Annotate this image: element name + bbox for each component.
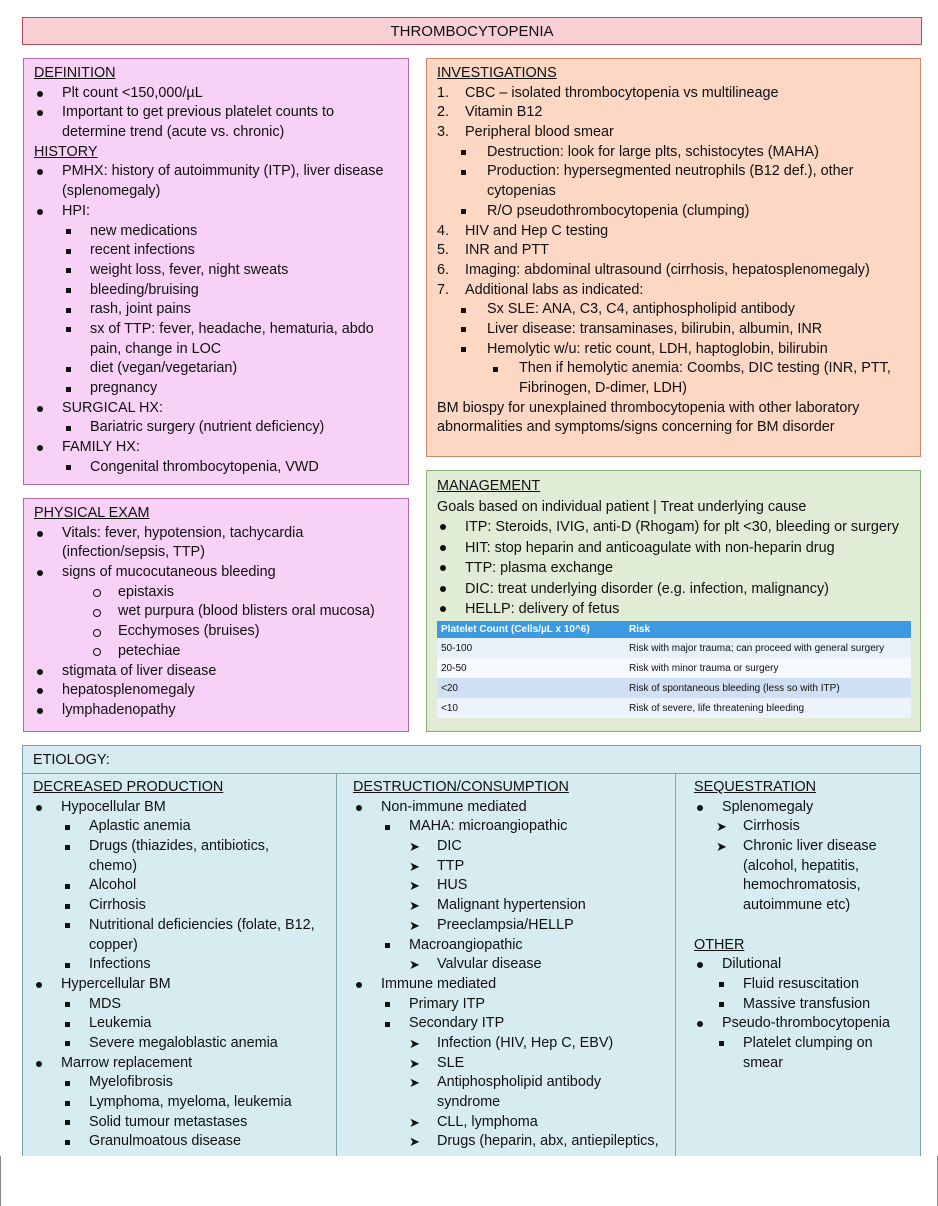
list-item: Aplastic anemia bbox=[33, 817, 333, 837]
list-item: epistaxis bbox=[34, 583, 400, 603]
list-item: ➤ TTP bbox=[409, 857, 465, 874]
list-item: ➤ DIC bbox=[409, 838, 462, 855]
investigations-panel bbox=[426, 58, 921, 457]
list-item: Secondary ITP bbox=[353, 1014, 671, 1034]
list-item: DIC: treat underlying disorder (e.g. infection, malignancy) bbox=[437, 579, 912, 600]
list-item: 4. HIV and Hep C testing bbox=[437, 222, 609, 239]
list-item: pregnancy bbox=[34, 379, 400, 399]
list-item: lymphadenopathy bbox=[34, 701, 400, 721]
bm-biopsy-note: BM biospy for unexplained thrombocytopenia with other laboratory bbox=[437, 399, 860, 416]
list-item: TTP: plasma exchange bbox=[437, 558, 912, 579]
list-item: Then if hemolytic anemia: Coombs, DIC testing (INR, PTT, bbox=[437, 359, 912, 379]
list-item: FAMILY HX: bbox=[34, 438, 400, 458]
list-item: Splenomegaly bbox=[694, 798, 916, 818]
list-item: HIT: stop heparin and anticoagulate with non-heparin drug bbox=[437, 538, 912, 559]
list-item: copper) bbox=[89, 936, 138, 953]
list-item: Liver disease: transaminases, bilirubin, albumin, INR bbox=[437, 320, 912, 340]
list-item: ➤ HUS bbox=[409, 877, 468, 894]
list-item: Pseudo-thrombocytopenia bbox=[694, 1014, 916, 1034]
list-item: hepatosplenomegaly bbox=[34, 681, 400, 701]
list-item: 5. INR and PTT bbox=[437, 242, 549, 259]
column-divider bbox=[675, 774, 676, 1158]
list-item: 3. Peripheral blood smear bbox=[437, 124, 614, 141]
list-item: weight loss, fever, night sweats bbox=[34, 261, 400, 281]
spacer bbox=[694, 916, 916, 936]
list-item: SURGICAL HX: bbox=[34, 399, 400, 419]
list-item: Sx SLE: ANA, C3, C4, antiphospholipid antibody bbox=[437, 300, 912, 320]
list-item: Massive transfusion bbox=[694, 995, 916, 1015]
table-header: Risk bbox=[625, 621, 911, 638]
list-item: Fibrinogen, D-dimer, LDH) bbox=[519, 380, 687, 396]
list-item: Primary ITP bbox=[353, 995, 671, 1015]
management-heading: MANAGEMENT bbox=[437, 478, 541, 494]
list-item: Cirrhosis bbox=[33, 896, 333, 916]
list-item: (alcohol, hepatitis, bbox=[743, 857, 859, 874]
list-item: MDS bbox=[33, 995, 333, 1015]
list-item: new medications bbox=[34, 222, 400, 242]
list-item: Severe megaloblastic anemia bbox=[33, 1034, 333, 1054]
list-item: Platelet clumping on bbox=[694, 1034, 916, 1054]
list-item: hemochromatosis, bbox=[743, 877, 861, 894]
list-item: Non-immune mediated bbox=[353, 798, 671, 818]
list-item: Dilutional bbox=[694, 955, 916, 975]
list-item: ➤ Drugs (heparin, abx, antiepileptics, bbox=[409, 1133, 659, 1150]
etiology-heading: ETIOLOGY: bbox=[33, 752, 110, 768]
list-item: HELLP: delivery of fetus bbox=[437, 599, 912, 620]
list-item: cytopenias bbox=[487, 183, 556, 200]
physical-exam-heading: PHYSICAL EXAM bbox=[34, 505, 150, 521]
list-item: Alcohol bbox=[33, 876, 333, 896]
etiology-header bbox=[23, 746, 920, 774]
list-item: petechiae bbox=[34, 642, 400, 662]
list-item: signs of mucocutaneous bleeding bbox=[34, 563, 400, 583]
management-panel bbox=[426, 470, 921, 732]
list-item: Drugs (thiazides, antibiotics, bbox=[33, 837, 333, 857]
list-item: ➤ Cirrhosis bbox=[716, 818, 800, 835]
bm-biopsy-note: abnormalities and symptoms/signs concerning for BM disorder bbox=[437, 419, 835, 436]
definition-heading: DEFINITION bbox=[34, 65, 116, 81]
list-item: (infection/sepsis, TTP) bbox=[62, 544, 205, 561]
list-item: Hypocellular BM bbox=[33, 798, 333, 818]
list-item: pain, change in LOC bbox=[90, 340, 222, 357]
list-item: (splenomegaly) bbox=[62, 183, 161, 200]
table-row: 20-50 Risk with minor trauma or surgery bbox=[437, 658, 911, 678]
list-item: Granulmoatous disease bbox=[33, 1132, 333, 1152]
investigations-heading: INVESTIGATIONS bbox=[437, 65, 557, 81]
list-item: 6. Imaging: abdominal ultrasound (cirrhosis, hepatosplenomegaly) bbox=[437, 261, 870, 278]
list-item: R/O pseudothrombocytopenia (clumping) bbox=[437, 202, 912, 222]
list-item: MAHA: microangiopathic bbox=[353, 817, 671, 837]
list-item: ➤ Infection (HIV, Hep C, EBV) bbox=[409, 1034, 614, 1051]
list-item: Congenital thrombocytopenia, VWD bbox=[34, 458, 400, 478]
list-item: 2. Vitamin B12 bbox=[437, 104, 543, 121]
list-item: smear bbox=[743, 1054, 783, 1071]
list-item: ➤ Preeclampsia/HELLP bbox=[409, 916, 574, 933]
list-item: Bariatric surgery (nutrient deficiency) bbox=[34, 418, 400, 438]
table-row: <20 Risk of spontaneous bleeding (less so with ITP) bbox=[437, 678, 911, 698]
management-intro: Goals based on individual patient | Treat underlying cause bbox=[437, 498, 807, 515]
list-item: syndrome bbox=[437, 1094, 501, 1110]
list-item: Destruction: look for large plts, schistocytes (MAHA) bbox=[437, 143, 912, 163]
list-item: Lymphoma, myeloma, leukemia bbox=[33, 1093, 333, 1113]
destruction-column bbox=[353, 774, 671, 1154]
platelet-risk-table bbox=[437, 621, 911, 718]
sequestration-column bbox=[694, 774, 916, 1154]
table-header: Platelet Count (Cells/µL x 10^6) bbox=[437, 621, 625, 638]
list-item: Macroangiopathic bbox=[353, 936, 671, 956]
list-item: Myelofibrosis bbox=[33, 1073, 333, 1093]
list-item: HPI: bbox=[34, 202, 400, 222]
list-item: Vitals: fever, hypotension, tachycardia bbox=[34, 524, 400, 544]
page-edge bbox=[0, 1156, 1, 1206]
list-item: sx of TTP: fever, headache, hematuria, abdo bbox=[34, 320, 400, 340]
list-item: Plt count <150,000/µL bbox=[34, 84, 400, 104]
list-item: ➤ Antiphospholipid antibody bbox=[409, 1074, 602, 1091]
history-heading: HISTORY bbox=[34, 143, 98, 160]
list-item: 1. CBC – isolated thrombocytopenia vs multilineage bbox=[437, 84, 779, 101]
list-item: recent infections bbox=[34, 241, 400, 261]
list-item: bleeding/bruising bbox=[34, 281, 400, 301]
list-item: ➤ Malignant hypertension bbox=[409, 897, 586, 914]
list-item: Ecchymoses (bruises) bbox=[34, 622, 400, 642]
table-row: <10 Risk of severe, life threatening bleeding bbox=[437, 698, 911, 718]
decreased-production-heading: DECREASED PRODUCTION bbox=[33, 779, 224, 795]
column-divider bbox=[336, 774, 337, 1158]
page-bottom-margin bbox=[0, 1156, 938, 1206]
list-item: Production: hypersegmented neutrophils (B12 def.), other bbox=[437, 162, 912, 182]
decreased-production-column bbox=[33, 774, 333, 1154]
list-item: Infections bbox=[33, 955, 333, 975]
list-item: Leukemia bbox=[33, 1014, 333, 1034]
list-item: determine trend (acute vs. chronic) bbox=[62, 124, 285, 141]
list-item: ➤ SLE bbox=[409, 1054, 465, 1071]
list-item: rash, joint pains bbox=[34, 300, 400, 320]
list-item: Immune mediated bbox=[353, 975, 671, 995]
list-item: chemo) bbox=[89, 857, 137, 874]
list-item: Fluid resuscitation bbox=[694, 975, 916, 995]
list-item: stigmata of liver disease bbox=[34, 662, 400, 682]
list-item: Important to get previous platelet counts to bbox=[34, 103, 400, 123]
list-item: 7. Additional labs as indicated: bbox=[437, 281, 644, 298]
list-item: ➤ Valvular disease bbox=[409, 956, 542, 973]
list-item: diet (vegan/vegetarian) bbox=[34, 359, 400, 379]
list-item: ITP: Steroids, IVIG, anti-D (Rhogam) for plt <30, bleeding or surgery bbox=[437, 517, 912, 538]
page-title: THROMBOCYTOPENIA bbox=[22, 17, 922, 45]
definition-history-panel bbox=[23, 58, 409, 485]
list-item: Marrow replacement bbox=[33, 1054, 333, 1074]
etiology-panel bbox=[22, 745, 921, 1205]
list-item: autoimmune etc) bbox=[743, 897, 851, 914]
physical-exam-panel bbox=[23, 498, 409, 732]
list-item: Solid tumour metastases bbox=[33, 1113, 333, 1133]
list-item: Nutritional deficiencies (folate, B12, bbox=[33, 916, 333, 936]
list-item: ➤ CLL, lymphoma bbox=[409, 1113, 538, 1130]
table-row: 50-100 Risk with major trauma; can proceed with general surgery bbox=[437, 638, 911, 658]
list-item: wet purpura (blood blisters oral mucosa) bbox=[34, 602, 400, 622]
sequestration-heading: SEQUESTRATION bbox=[694, 779, 817, 795]
list-item: Hemolytic w/u: retic count, LDH, haptoglobin, bilirubin bbox=[437, 340, 912, 360]
destruction-heading: DESTRUCTION/CONSUMPTION bbox=[353, 779, 569, 795]
list-item: ➤ Chronic liver disease bbox=[716, 838, 877, 855]
other-heading: OTHER bbox=[694, 936, 745, 953]
list-item: PMHX: history of autoimmunity (ITP), liver disease bbox=[34, 162, 400, 182]
list-item: Hypercellular BM bbox=[33, 975, 333, 995]
